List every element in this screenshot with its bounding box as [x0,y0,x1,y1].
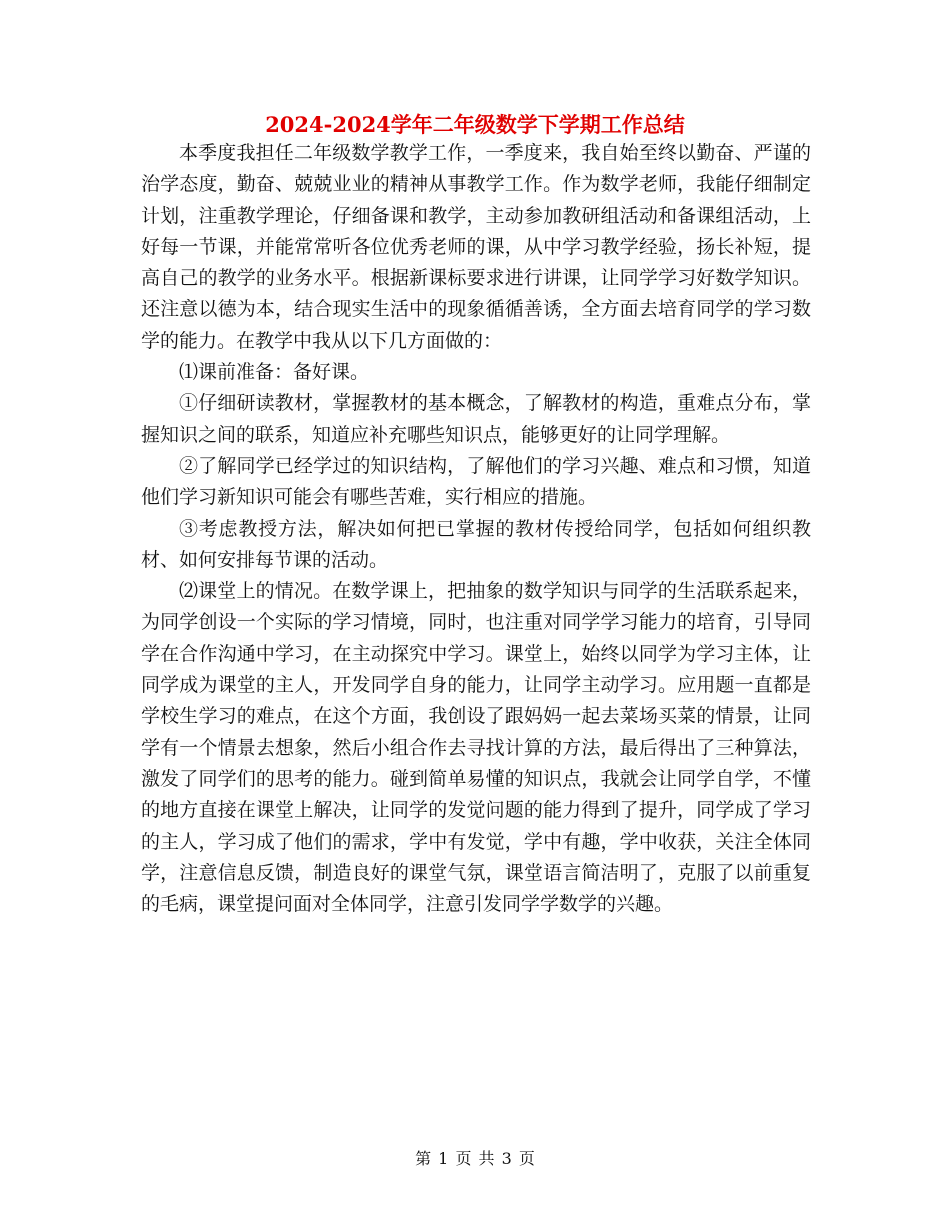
page-number-footer: 第 1 页 共 3 页 [415,1149,535,1168]
paragraph-item-3: ③考虑教授方法，解决如何把已掌握的教材传授给同学，包括如何组织教材、如何安排每节课的活动。 [141,517,811,571]
paragraph-intro: 本季度我担任二年级数学教学工作，一季度来，我自始至终以勤奋、严谨的治学态度，勤奋、兢兢业业的精神从事教学工作。作为数学老师，我能仔细制定计划，注重教学理论，仔细备课和教学，主动参加教研组活动和备课组活动，上好每一节课，并能常常听各位优秀老师的课，从中学习教学经验，扬长补短，提高自己的教学的业务水平。根据新课标要求进行讲课，让同学学习好数学知识。还注意以德为本，结合现实生活中的现象循循善诱，全方面去培育同学的学习数学的能力。在教学中我从以下几方面做的： [141,142,811,352]
paragraph-item-2: ②了解同学已经学过的知识结构，了解他们的学习兴趣、难点和习惯，知道他们学习新知识可能会有哪些苦难，实行相应的措施。 [141,454,811,509]
document-title: 2024-2024学年二年级数学下学期工作总结 [265,112,685,137]
paragraph-section-2: ⑵课堂上的情况。在数学课上，把抽象的数学知识与同学的生活联系起来，为同学创设一个实际的学习情境，同时，也注重对同学学习能力的培育，引导同学在合作沟通中学习，在主动探究中学习。课堂上，始终以同学为学习主体，让同学成为课堂的主人，开发同学自身的能力，让同学主动学习。应用题一直都是学校生学习的难点，在这个方面，我创设了跟妈妈一起去菜场买菜的情景，让同学有一个情景去想象，然后小组合作去寻找计算的方法，最后得出了三种算法，激发了同学们的思考的能力。碰到简单易懂的知识点，我就会让同学自学，不懂的地方直接在课堂上解决，让同学的发觉问题的能力得到了提升，同学成了学习的主人，学习成了他们的需求，学中有发觉，学中有趣，学中收获，关注全体同学，注意信息反馈，制造良好的课堂气氛，课堂语言简洁明了，克服了以前重复的毛病，课堂提问面对全体同学，注意引发同学学数学的兴趣。 [141,580,811,916]
paragraph-section-1-heading: ⑴课前准备：备好课。 [179,361,370,384]
paragraph-item-1: ①仔细研读教材，掌握教材的基本概念，了解教材的构造，重难点分布，掌握知识之间的联系，知道应补充哪些知识点，能够更好的让同学理解。 [141,392,811,446]
document-body [141,138,811,920]
